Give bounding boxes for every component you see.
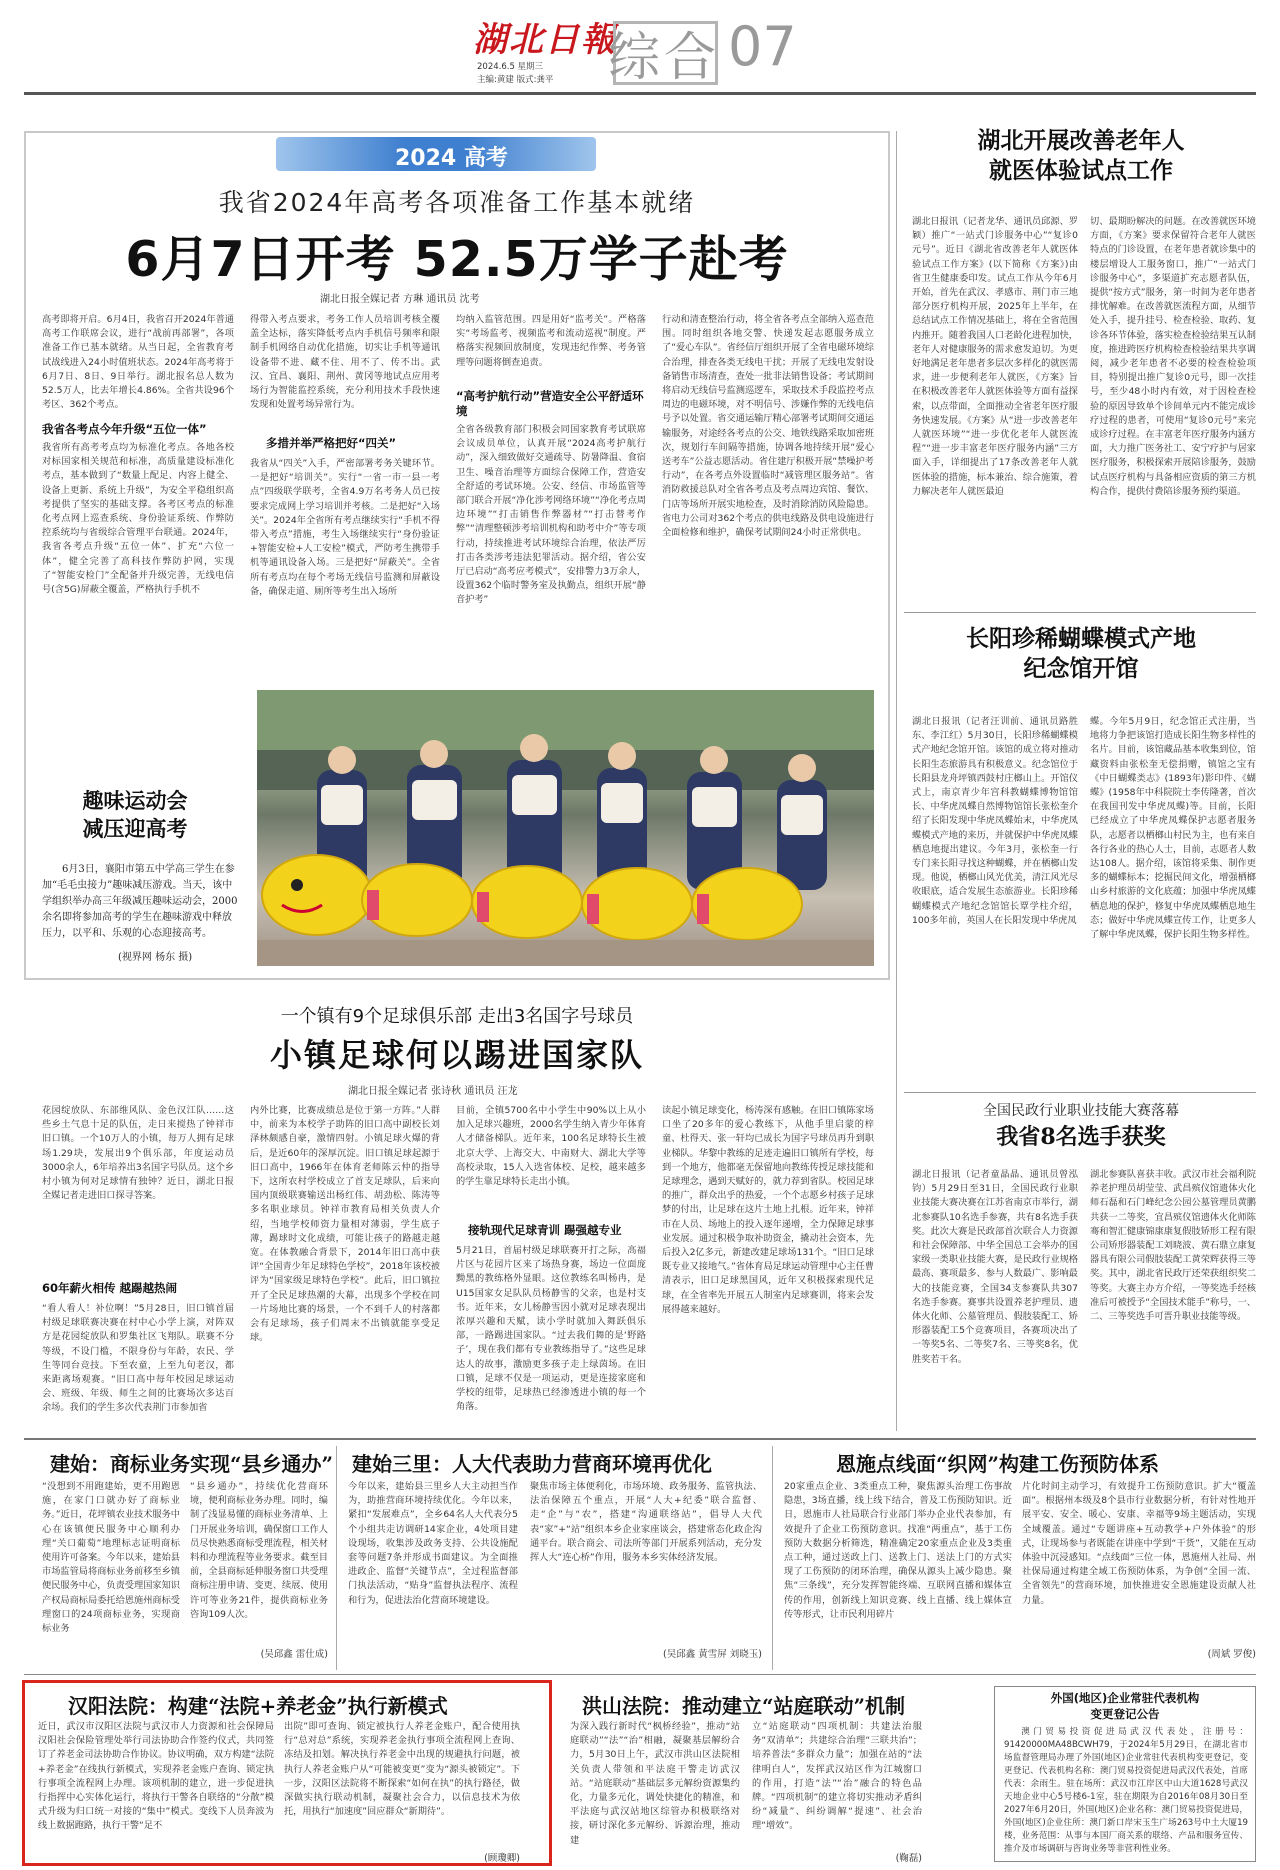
row2-top-rule xyxy=(24,1674,1256,1675)
row2-story1-col1: 近日，武汉市汉阳区法院与武汉市人力资源和社会保障局汉阳社会保险管理处举行司法协助合作签约仪式，共同签订了养老金司法协助合作协议。协议明确，双方构建“法院+养老金”在线执行新模式，实现养老金账户查询、锁定执行事项全流程网上办理。该项机制的建立，进一步促进执行指挥中心实体化运行，将执行干警各自联络的“分散”模式升级为归口统一对接的“集中”模式。变线下人员奔波为线上数据跑路，执行干警“足不 xyxy=(38,1721,274,1832)
row1-story2-credit: (吴邱鑫 黄雪屏 刘晓玉) xyxy=(663,1649,762,1660)
lead-column-3 xyxy=(456,313,646,673)
lead-col4-text: 行动和清查整治行动，将全省各考点全部纳入巡查范围。同时组织各地交警、快递发起志愿服务成立了“爱心车队”。省经信厅组织开展了全省电磁环境综合治理，排查各类无线电干扰；开展了无线电发射设备销售市场清查，查处一批非法销售设备；考试期间将启动无线信号监测巡逻车，采取技术手段监控考点周边的电磁环境，对不明信号、涉嫌作弊的无线电信号予以处置。省交通运输厅精心部署考试期间交通运输服务，对途经各考点的公交、地铁线路采取加密班次，规划行车间隔等措施，协调各地持续开展“爱心送考车”公益志愿活动。省住建厅积极开展“禁噪护考行动”，在各考点外设置临时“减管理区服务站”。省消防救援总队对全省各考点及考点周边宾馆、餐饮、门店等场所开展实地检查，及时消除消防风险隐患。省电力公司对362个考点的供电线路及供电设施进行全面检修和维护，确保考试期间24小时正常供电。 xyxy=(662,314,874,539)
football-column-1 xyxy=(42,1104,234,1434)
editors: 主编:黄建 版式:龚平 xyxy=(477,75,554,85)
lead-col2b-text: 我省从“四关”入手，严密部署考务关键环节。一是把好“培训关”。实行“一省一市一县一考点”四级联学联考，全省4.9万名考务人员已按要求完成网上学习培训并考核。二是把好“入场关”。2024年全省所有考点继续实行“手机不得带入考点”措施，考生入场继续实行“身份验证+智能安检+人工安检”模式，严防考生携带手机等通讯设备入场。三是把好“屏蔽关”。全省所有考点均在每个考场无线信号监测和屏蔽设备，确保走道、厕所等考生出入场所 xyxy=(250,458,440,597)
skills-contest-col1: 湖北日报讯（记者童晶晶、通讯员曾泓钧）5月29日至31日，全国民政行业职业技能大赛决赛在江苏省南京市举行，湖北参赛队10名选手参赛，共有8名选手获奖。此次大赛是民政部首次联合人力资源和社会保障部、中华全国总工会举办的国家级一类职业技能大赛，是民政行业规格最高、赛项最多、参与人数最广、影响最大的技能竞赛，全国34支参赛队共307名选手参赛。赛事共设置养老护理员、遗体火化师、公墓管理员、假肢装配工、矫形器装配工5个竞赛项目，各赛项决出了一等奖5名、二等奖7名、三等奖8名，优胜奖若干名。 xyxy=(912,1169,1078,1365)
row2-story1-col2: 出院”即可查询、锁定被执行人养老金账户，配合使用执行“总对总”系统，实现养老金执行事项全流程网上查询、冻结及扣划。解决执行养老金中出现的规避执行问题，被执行人养老金账户从“可能被变更”变为“源头被锁定”。下一步，汉阳区法院将不断探索“如何在执”的执行路径，做深做实执行联动机制，凝聚社会合力，以信息技术为依托，用执行“加速度”回应群众“新期待”。 xyxy=(284,1721,520,1818)
football-col3-subhead: 接轨现代足球青训 踢强越专业 xyxy=(468,1223,622,1237)
butterfly-col1: 湖北日报讯（记者汪训前、通讯员路胜东、李江红）5月30日，长阳珍稀蝴蝶模式产地纪念馆开馆。该馆的成立将对推动长阳生态旅游具有积极意义。纪念馆位于长阳县龙舟坪镇西鼓村庄榔山上。开馆仪式上，南京青少年宫科教蝴蝶博物馆馆长、中华虎凤蝶自然博物馆馆长张松奎介绍了长阳发现中华虎凤蝶始末，中华虎凤蝶模式产地的来历，并就保护中华虎凤蝶栖息地提出建议。今年3月，张松奎一行专门来长阳寻找这种蝴蝶，并在栖榔山发现。他说，栖榔山风光优美，清江风光尽收眼底，适合发展生态旅游业。长阳珍稀蝴蝶模式产地纪念馆馆长覃学柱介绍，100多年前，英国人在长阳发现中华虎凤 xyxy=(912,716,1078,926)
lead-col1b-text: 我省所有高考考点均为标准化考点。各地各校对标国家相关规范和标准，高质量建设标准化考点，基本做到了“数量上配足、内容上健全、设备上更新、系统上升级”，为安全平稳组织高考提供了坚实的基础支撑。各考区考点的标准化考点网上巡查系统、身份验证系统、作弊防控系统均与省级综合管理平台联通。2024年，我省各考点升级“五位一体”、扩充“六位一体”，健全完善了高科技作弊防护网，实现了“智能安检门”全配备并升级完善，无线电信号(含5G)屏蔽全覆盖，严格执行手机不 xyxy=(42,442,234,596)
section-name: 综合 xyxy=(608,28,721,88)
football-col1-text: 花园绽放队、东部维风队、金色汉江队……这些乡土气息十足的队伍，走日来搅热了钟祥市旧口镇。一个10万人的小镇，每万人拥有足球场1.29块，发展出9个俱乐部，年度运动员3000余人，6年培养出3名国字号队员。这个乡村小镇为何对足球情有独钟？近日，湖北日报全媒记者走进旧口探寻答案。 xyxy=(42,1105,234,1202)
right-column-rule xyxy=(896,131,897,1431)
row1-top-rule xyxy=(24,1438,1256,1440)
football-col1b-text: “看人看人！补位啊！”5月28日，旧口镇首届村级足球联赛决赛在村中心小学上演，对阵双方是花园绽放队和罗集社区飞翔队。联赛不分等级，不设门槛，不限身份与年龄，农民、学生等同台竞技。下至农童，上至九旬老汉，都来距离场观赛。“旧口高中每年校园足球运动会、班级、年级、师生之间的比赛场次多达百余场。我们的学生多次代表荆门市参加省 xyxy=(42,1303,234,1414)
row2-story1-title: 汉阳法院：构建“法院+养老金”执行新模式 xyxy=(68,1694,448,1718)
lead-subtitle: 我省2024年高考各项准备工作基本就绪 xyxy=(218,188,696,217)
row1-story3-title: 恩施点线面“织网”构建工伤预防体系 xyxy=(836,1452,1160,1476)
elderly-care-col2: 切、最期盼解决的问题。在改善就医环境方面，《方案》要求保留符合老年人就医特点的门诊设置，在老年患者就诊集中的楼层增设人工服务窗口，推广“一站式门诊服务中心”，多渠道扩充志愿者队伍，提供“按方式”服务，第一时间为老年患者排忧解难。在改善就医流程方面，从细节处入手，提升挂号、检查检验、取药、复诊各环节体验，落实检查检验结果互认制度，推进跨医疗机构检查检验结果共享调阅，减少老年患者不必要的检查检验项目，特别提出推广复诊0元号，即一次挂号，至少48小时内有效，对于因检查检验的原因导致单个诊间单元内不能完成诊疗过程的患者，可使用“复诊0元号”来完成诊疗过程。在丰富老年医疗服务内涵方面，大力推广医务社工、安宁疗护与居家医疗服务，积极探索开展陪诊服务，鼓励试点医疗机构与具备相应资质的第三方机构合作，提供付费陪诊服务预约渠道。 xyxy=(1090,216,1256,497)
football-col3b-text: 5月21日，首届村级足球联赛开打之际，高福片区与花园片区来了场热身赛，场边一位面庞黝黑的教练格外显眼。这位教练名叫杨冉，是U15国家女足队队员杨静雪的父亲，也是村支书。近年来，女儿杨静雪因小就对足球表现出浓厚兴趣和天赋，读小学时就加入舞跃俱乐部，一路踢进国家队。“过去我们舞的是‘野路子’，现在我们都有专业教练指导了。”这些足球达人的故事，激励更多孩子走上绿茵场。在旧口镇，足球不仅是一项运动，更是连接家庭和学校的纽带，足球热已经渗透进小镇的每一个角落。 xyxy=(456,1245,646,1413)
top-rule xyxy=(24,92,1256,95)
newspaper-logo: 湖北日報 xyxy=(473,20,617,60)
lead-column-1 xyxy=(42,313,234,673)
gaokao-banner-label: 2024 高考 xyxy=(395,146,508,171)
row1-sep-2 xyxy=(772,1446,773,1670)
photo-illustration xyxy=(257,690,874,966)
photo-side-title: 趣味运动会 减压迎高考 xyxy=(82,788,188,841)
lead-col1-text: 高考即将开启。6月4日，我省召开2024年普通高考工作联席会议，进行“战前再部署”，各项准备工作已基本就绪。从当日起，全省教育考试战线进入24小时值班状态。2024年高考将于6月7日、8日、9日举行。湖北报名总人数为52.5万人，比去年增长4.86%。全省共设96个考区、362个考点。 xyxy=(42,314,234,411)
elderly-care-col1: 湖北日报讯（记者龙华、通讯员邱源、罗颖）推广“一站式门诊服务中心”“复诊0元号”。近日《湖北省改善老年人就医体验试点工作方案》(以下简称《方案》)由省卫生健康委印发。试点工作从今年6月开始，首先在武汉、孝感市、荆门市三地部分医疗机构开展，2025年上半年，在总结试点工作情况基础上，将在全省范围内推开。随着我国人口老龄化进程加快，老年人对健康服务的需求愈发迫切。为更好地满足老年患者多层次多样化的就医需求，进一步便利老年人就医，《方案》旨在积极改善老年人就医体验等方面有益探索，以点带面，全面推动全省老年医疗服务快速发展。《方案》从“进一步改善老年人就医环境”“进一步优化老年人就医流程”“进一步丰富老年医疗服务内涵”三方面入手，详细提出了17条改善老年人就医体验的措施，标本兼治、综合施策，着力解决老年人就医最迫 xyxy=(912,216,1078,497)
row1-story3-col2: 片化时间主动学习，有效提升工伤预防意识。扩大“覆盖面”。根据州本级及8个县市行业数据分析，有针对性地开展平安、安全、暖心、安康、幸福等9场主题活动，实现全域覆盖。通过“专题讲座+互动教学+户外体验”的形式，让现场参与者既能在讲座中学到“干货”，又能在互动体验中沉浸感知。“点线面”三位一体，恩施州人社局、州社保局通过构建全域工伤预防体系，为争创“全国一流、全省领先”的营商环境，加快推进安全恩施建设贡献人社力量。 xyxy=(1022,1481,1256,1606)
right-divider-1 xyxy=(904,612,1256,613)
row2-story1-credit: (顾瓊卿) xyxy=(484,1853,520,1864)
row1-story1-title: 建始：商标业务实现“县乡通办” xyxy=(50,1452,334,1476)
skills-contest-kicker: 全国民政行业职业技能大赛落幕 xyxy=(983,1103,1179,1119)
issue-date: 2024.6.5 星期三 xyxy=(477,62,544,72)
football-headline: 小镇足球何以踢进国家队 xyxy=(269,1036,644,1074)
lead-col2-subhead: 多措并举严格把好“四关” xyxy=(266,436,397,450)
row2-story2-col1: 为深入践行新时代“枫桥经验”，推动“站庭联动”“法”“治”相融，凝聚基层解纷合力，5月30日上午，武汉市洪山区法院相关负责人带领和平法庭干警走访武汉站。“站庭联动”基础层多元解纷资源集约化，力量多元化，调处快捷化的精准，和平法庭与武汉站地区综管办积极联络对接，研讨深化多元解纷、诉源治理，推动建 xyxy=(570,1721,740,1846)
lead-byline: 湖北日报全媒记者 方琳 通讯员 沈考 xyxy=(320,294,480,305)
elderly-care-headline: 湖北开展改善老年人 就医体验试点工作 xyxy=(977,127,1185,184)
football-col1-subhead: 60年薪火相传 越踢越热闹 xyxy=(42,1281,178,1295)
football-column-4: 读起小镇足球变化，杨涛深有感触。在旧口镇陈家场口坐了20多年的爱心教练下，从他手里启蒙的梓童、杜得天、张一轩均已成长为国字号球员再升到职业梯队。华黎中教练的足迹走遍旧口镇所有学校，每到一个地方，他都毫无保留地向教练传授足球技能和足球理念，遇到天赋好的，就力荐到省队。校园足球的推广，群众出乎的热爱，一个个志愿乡村孩子足球梦的付出，让足球在这片土地上扎根。近年来，钟祥市在人员、场地上的投入逐年递增，全力保障足球事业发展。通过积极争取补助资金，撬动社会资本，先后投入2亿多元，新建改建足球场131个。“旧口足球既专业又接地气。”省体育局足球运动管理中心主任曹清表示，旧口足球黑国风，近年又积极探索现代足球，在全省率先开展五人制室内足球赛训，将来会发展得越来越好。 xyxy=(662,1105,874,1315)
notice-body: 澳门贸易投资促进局武汉代表处，注册号：91420000MA48BCWH79，于2024年5月29日，在湖北省市场监督管理局办理了外国(地区)企业常驻代表机构变更登记，变更登记、代表机构名称：澳门贸易投资促进局武汉代表处，首席代表：余雨生。驻在场所：武汉市江岸区中山大道1628号武汉天地企业中心5号楼6-1室，驻在期限为自2016年08月30日至2027年6月20日，外国(地区)企业名称：澳门贸易投资促进局，外国(地区)企业住所：澳门新口岸宋玉生广场263号中土大厦19楼，业务范围：从事与本国厂商关系的联络、产品和服务宣传、推介及市场调研与咨询业务等非营利性业务。 xyxy=(1004,1727,1248,1854)
lead-col3-text: 均纳入监管范围。四是用好“监考关”。严格落实“考场监考、视频监考和流动巡视”制度。严格落实视频回放制度，发现违纪作弊、考务管理等问题将倒查追责。 xyxy=(456,314,646,368)
photo-credit: (视界网 杨东 摄) xyxy=(118,952,193,963)
row2-story2-title: 洪山法院：推动建立“站庭联动”机制 xyxy=(582,1694,906,1718)
lead-col3-subhead: “高考护航行动”营造安全公平舒适环境 xyxy=(456,389,644,418)
row1-story2-title: 建始三里：人大代表助力营商环境再优化 xyxy=(352,1452,712,1476)
lead-column-4 xyxy=(662,313,874,673)
lead-column-2 xyxy=(250,313,440,673)
lead-col3b-text: 全省各级教育部门积极会同国家教育考试联席会议成员单位，认真开展“2024高考护航行动”，深入细致做好交通疏导、防暑降温、食宿卫生、噪音治理等方面综合保障工作，营造安全舒适的考试环境。公安、经信、市场监管等部门联合开展“净化涉考网络环境”“净化考点周边环境”“打击销售作弊器材”“打击替考作弊”“清理整顿涉考培训机构和助考中介”等专项行动，持续推进考试环境综合治理，依法严厉打击各类涉考违法犯罪活动。据介绍，省公安厅已启动“高考应考模式”，安排警力3万余人，设置362个临时警务室及执勤点，组织开展“静音护考” xyxy=(456,424,646,606)
row1-story2-col2: 聚焦市场主体便利化，市场环境、政务服务、监管执法、法治保障五个重点，开展“人大+纪委”联合监督、走“企”与“农”，搭建“沟通联络站”，倡导人大代表“家”+“站”组织本乡企业家座谈会，搭建常态化政企沟通平台。联合商会、司法所等部门开展系列活动，充分发挥人大“连心桥”作用，服务本乡实体经济发展。 xyxy=(530,1481,762,1564)
butterfly-headline: 长阳珍稀蝴蝶模式产地 纪念馆开馆 xyxy=(966,625,1196,682)
skills-contest-col2: 湖北参赛队喜获丰收。武汉市社会福利院养老护理员胡莹莹、武昌殡仪馆遗体火化师石磊和石门峰纪念公园公墓管理员黄鹏共获一二等奖，宜昌殡仪馆遗体火化师陈骞和智汇健康锦康康复假肢矫形工程有限公司矫形器装配工刘晓波、黄石鼎立康复器具有限公司假肢装配工黄荣辉获得三等奖。其中，湖北省民政厅还荣获组织奖二等奖。大赛主办方介绍，一等奖选手经核准后可被授予“全国技术能手”称号，一、二、三等奖选手可晋升职业技能等级。 xyxy=(1090,1169,1256,1323)
row1-story1-credit: (吴邱鑫 雷仕成) xyxy=(260,1649,328,1660)
football-byline: 湖北日报全媒记者 张诗秋 通讯员 汪龙 xyxy=(348,1086,518,1097)
lead-headline: 6月7日开考 52.5万学子赴考 xyxy=(125,231,789,288)
football-col3-text: 目前，全镇5700名中小学生中90%以上从小加入足球兴趣班，2000名学生纳入青少年体育人才储备梯队。近年来，100名足球特长生被北京大学、上海交大、中南财大、湖北大学等高校录取，15人入选省体校、足校，越来越多的学生靠足球特长走出小镇。 xyxy=(456,1105,646,1188)
lead-col1-subhead: 我省各考点今年升级“五位一体” xyxy=(42,422,207,436)
page-number: 07 xyxy=(728,15,797,78)
row2-story2-credit: (鞠磊) xyxy=(895,1853,922,1864)
butterfly-col2: 蝶。今年5月9日，纪念馆正式注册，当地将力争把该馆打造成长阳生物多样性的名片。目前，该馆藏品基本收集到位，馆藏资料由张松奎无偿捐赠，镇馆之宝有《中日蝴蝶类志》(1893年)影印件、《蝴蝶》(1958年中科院院士李传隆著，首次在我国刊发中华虎凤蝶)等。目前，长阳已经成立了中华虎凤蝶保护志愿者服务队，志愿者以栖榔山村民为主，也有来自各行各业的热心人士，目前，志愿者人数达108人。据介绍，该馆将采集、制作更多的蝴蝶标本；挖掘民间文化，增强栖榔山乡村旅游的文化底蕴；加强中华虎凤蝶栖息地的保护，修复中华虎凤蝶栖息地生态；做好中华虎凤蝶宣传工作，让更多人了解中华虎凤蝶，保护长阳生物多样性。 xyxy=(1090,716,1256,941)
row1-story3-col1: 20家重点企业、3类重点工种，聚焦源头治理工伤事故隐患，3场直播，线上线下结合，普及工伤预防知识。近日，恩施市人社局联合行业部门举办企业代表参加，有效提升了企业工伤预防意识。找准“两重点”，基于工伤预防大数据分析筛选，精准确定20家重点企业及3类重点工种，通过送政上门、送教上门、送法上门的方式实现了工伤预防的闭环治理，确保从源头上减少隐患。聚焦“三条线”，充分发挥智能终端、互联网直播和媒体宣传的作用，创新线上知识竞赛、线上直播、线上媒体宣传等形式，让市民利用碎片 xyxy=(784,1481,1012,1620)
photo-caption: 6月3日，襄阳市第五中学高三学生在参加“毛毛虫接力”趣味减压游戏。当天，该中学组织举办高三年级减压趣味运动会，2000余名即将参加高考的学生在趣味游戏中释放压力，以平和、乐观的心态迎接高考。 xyxy=(42,864,238,939)
right-divider-2 xyxy=(904,1092,1256,1093)
skills-contest-headline: 我省8名选手获奖 xyxy=(996,1124,1166,1150)
row1-story3-credit: (周斌 罗俊) xyxy=(1207,1649,1256,1660)
football-column-2: 内外比赛，比赛成绩总是位于第一方阵。”人群中，前来为本校学子助阵的旧口高中副校长刘泽林颇感自豪，激情四射。小镇足球火爆的背后，是近60年的深厚沉淀。旧口镇足球起源于旧口高中，1966年在体育老师陈云仲的指导下，这所农村学校成立了首支足球队，后来向国内顶级联赛输送出杨红伟、胡劲松、陈涛等多名职业球员。钟祥市教育局相关负责人介绍，当地学校师资力量相对薄弱，学生底子薄，踢球时文化成绩，可能让孩子的路越走越宽。在体教融合背景下，2014年旧口高中获评“全国青少年足球特色学校”，2018年该校被评为“国家级足球特色学校”。此后，旧口镇拉开了全民足球热潮的大幕，出现多个学校在同一片场地比赛的场景，一个不到千人的村落都会有足球场，孩子们周末不出镇就能享受足球。 xyxy=(250,1105,440,1344)
notice-title: 外国(地区)企业常驻代表机构 变更登记公告 xyxy=(1050,1691,1200,1721)
row1-sep-1 xyxy=(336,1446,337,1670)
lead-col2-text: 得带入考点要求，考务工作人员培训考核全覆盖全达标，落实降低考点内手机信号频率和限制手机网络自动优化措施，切实让手机等通讯设备带不进、藏不住、用不了、传不出。武汉、宜昌、襄阳、荆州、黄冈等地试点应用考场行为智能监控系统，充分利用技术手段快速发现和处置考场异常行为。 xyxy=(250,314,440,411)
masthead xyxy=(0,0,1280,92)
row2-story2-col2: 立“站庭联动”四项机制：共建法治服务“双清单”；共建综合治理“三联共治”；培养普法“多群众力量”；加强在站的“法律明白人”，发挥武汉站区作为江城窗口的作用，打造“法”“治”融合的特色品牌。“四项机制”的建立将切实推动矛盾纠纷“减量”、纠纷调解“提速”、社会治理“增效”。 xyxy=(752,1721,922,1832)
football-column-3 xyxy=(456,1104,646,1434)
row1-story1-col1: “没想到不用跑建始，更不用跑恩施，在家门口就办好了商标业务。”近日，花坪镇农业技术服务中心在该镇便民服务中心顺利办理“关口葡萄”地理标志证明商标使用许可备案。今年以来，建始县市场监管局将商标业务前移至乡镇便民服务中心，负责受理国家知识产权局商标局委托给恩施州商标受理窗口的24项商标业务，实现商标业务 xyxy=(42,1481,180,1635)
sports-day-photo xyxy=(257,690,874,966)
football-kicker: 一个镇有9个足球俱乐部 走出3名国字号球员 xyxy=(280,1006,634,1027)
row1-story1-col2: “县乡通办”，持续优化营商环境，便利商标业务办理。同时，编制了浅显易懂的商标业务清单、上门开展业务培训，确保窗口工作人员尽快熟悉商标受理流程，相关材料和办理流程等业务要求。截至目前，全县商标延伸服务窗口共受理商标注册申请、变更、续展、使用许可等业务21件，提供商标业务咨询109人次。 xyxy=(190,1481,328,1620)
row1-story2-col1: 今年以来，建始县三里乡人大主动担当作为，助推营商环境持续优化。今年以来，紧扣“发展难点”，全乡64名人大代表分5个小组共走访调研14家企业，4处项目建设现场，收集涉及政务支持、公共设施配套等问题7条并形成书面建议。为全面推进政企、监督“关键节点”，全过程监督部门执法活动，“贴身”监督执法程序、流程和行为，促进法治化营商环境建设。 xyxy=(348,1481,518,1606)
